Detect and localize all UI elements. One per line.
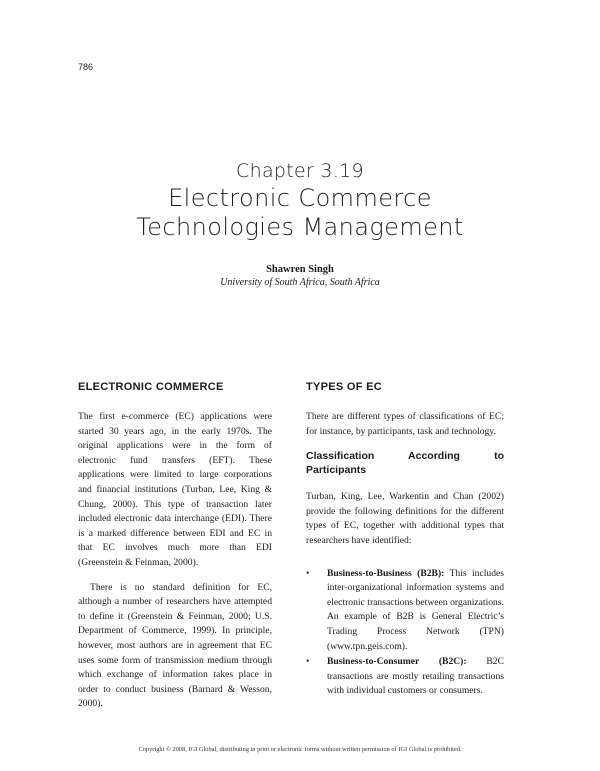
chapter-title bbox=[0, 184, 600, 242]
author-affiliation: University of South Africa, South Africa bbox=[220, 277, 380, 288]
right-column bbox=[306, 380, 504, 700]
list-item-text: B2C transactions are mostly retailing transactions with individual customers or consumers. bbox=[327, 656, 504, 697]
list-item-text: This includes inter-organizational information systems and electronic transactions between organizations. An example of B2B is General Electric’s Trading Process Network (TPN) (www.tpn.geis.com). bbox=[327, 567, 504, 652]
copyright-footer: Copyright © 2008, IGI Global, distributing in print or electronic forms without written permission of IGI Global is prohibited. bbox=[138, 746, 462, 753]
list-item-term: Business-to-Business (B2B): bbox=[327, 567, 445, 579]
section-heading-electronic-commerce: ELECTRONIC COMMERCE bbox=[78, 381, 224, 393]
subsection-heading-classification: Classification According to Participants bbox=[306, 450, 504, 477]
chapter-label: Chapter 3.19 bbox=[236, 160, 364, 182]
body-paragraph: There are different types of classifications of EC; for instance, by participants, task and technology. bbox=[306, 411, 504, 437]
author-name: Shawren Singh bbox=[266, 264, 334, 275]
body-paragraph: The first e-commerce (EC) applications were started 30 years ago, in the early 1970s. The original applications were in the form of electronic fund transfers (EFT). These applications were limited to large corporations and financial institutions (Turban, Lee, King & Chung, 2000). This type of transaction later included electronic data interchange (EDI). There is a marked difference between EDI and EC in that EC involves much more than EDI (Greenstein & Feinman, 2000). bbox=[78, 411, 272, 568]
ec-types-list bbox=[306, 567, 504, 699]
left-column bbox=[78, 380, 272, 712]
list-item bbox=[306, 655, 504, 699]
bullet-marker: • bbox=[306, 567, 310, 579]
chapter-title-line-2: Technologies Management bbox=[136, 213, 464, 241]
bullet-marker: • bbox=[306, 656, 310, 668]
list-item bbox=[306, 567, 504, 655]
section-heading-types-of-ec: TYPES OF EC bbox=[306, 381, 383, 393]
body-paragraph: Turban, King, Lee, Warkentin and Chan (2002) provide the following definitions for the different types of EC, together with additional types that researchers have identified: bbox=[306, 491, 504, 546]
body-paragraph: There is no standard definition for EC, although a number of researchers have attempted to define it (Greenstein & Feinman, 2000; U.S. Department of Commerce, 1999). In principle, however, most authors are in agreement that EC uses some form of transmission medium through which exchange of information takes place in order to conduct business (Barnard & Wesson, 2000). bbox=[78, 581, 272, 710]
page-number: 786 bbox=[78, 62, 94, 72]
chapter-title-line-1: Electronic Commerce bbox=[168, 184, 432, 212]
list-item-term: Business-to-Consumer (B2C): bbox=[327, 656, 467, 668]
